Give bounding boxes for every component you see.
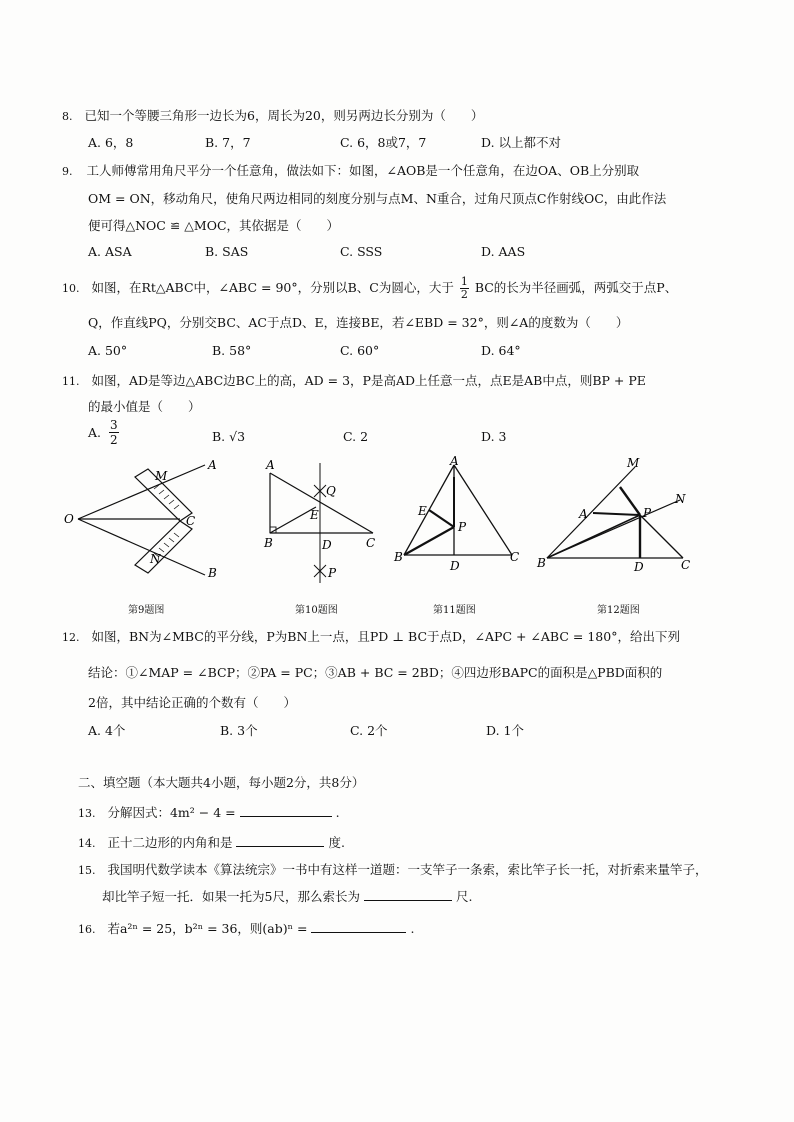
label-o: O [64,512,74,526]
answer-blank[interactable] [311,920,406,933]
question-number: 9. [62,165,73,178]
fraction [109,418,119,447]
fraction-denominator: 2 [110,433,118,447]
question-end: 度. [328,835,345,850]
label-c: C [366,536,376,550]
question-text: 如图，AD是等边△ABC边BC上的高，AD = 3，P是高AD上任意一点，点E是AB中点，则BP + PE [91,373,646,388]
label-b: B [394,550,403,564]
section-heading: 二、填空题（本大题共4小题，每小题2分，共8分） [78,775,365,790]
option-a [88,418,119,447]
label-m: M [155,469,168,483]
option-a-prefix: A. [88,425,102,440]
label-c: C [681,558,691,572]
label-a: A [266,458,275,472]
option-b: B. SAS [205,244,249,259]
label-d: D [634,560,644,574]
option-c: C. 6，8或7，7 [340,135,427,150]
question-text: 工人师傅常用角尺平分一个任意角，做法如下：如图，∠AOB是一个任意角，在边OA、OB上分别取 [86,163,640,178]
label-p: P [458,520,467,534]
answer-blank[interactable] [236,834,324,847]
question-number: 13. [78,807,96,820]
label-d: D [450,559,460,573]
question-text: 如图，在Rt△ABC中，∠ABC = 90°，分别以B、C为圆心，大于 [91,280,454,295]
option-a: A. 4个 [88,723,126,738]
question-text: 正十二边形的内角和是 [107,835,233,850]
question-number: 15. [78,864,96,877]
option-a: A. 50° [88,343,128,358]
option-d: D. 64° [481,343,521,358]
label-p: P [328,566,337,580]
question-text: 分解因式：4m² − 4 = [107,805,236,820]
option-c: C. 2 [343,429,369,444]
question-text: 若a²ⁿ = 25，b²ⁿ = 36，则(ab)ⁿ = [107,921,308,936]
figure-9 [60,455,230,595]
question-14 [78,833,345,851]
label-n: N [675,492,686,506]
label-a: A [208,458,217,472]
label-p: P [643,506,652,520]
option-d: D. AAS [481,244,526,259]
fraction-numerator: 1 [460,275,468,288]
option-a: A. 6，8 [88,135,134,150]
label-n: N [150,552,161,566]
question-number: 14. [78,837,96,850]
label-m: M [627,456,640,470]
figure-12 [535,455,700,585]
option-b: B. 58° [212,343,252,358]
caption-figure-11: 第11题图 [433,605,476,616]
fraction-numerator: 3 [110,418,118,432]
question-text: BC的长为半径画弧，两弧交于点P、 [474,280,678,295]
question-10 [62,276,677,301]
question-number: 16. [78,923,96,936]
label-c: C [510,550,520,564]
label-b: B [537,556,546,570]
label-d: D [322,538,332,552]
question-text-line: 2倍，其中结论正确的个数有（ ） [88,695,296,710]
question-number: 12. [62,631,80,644]
question-15-line-2 [102,887,472,905]
label-q: Q [326,484,336,498]
option-d: D. 3 [481,429,507,444]
label-a: A [579,507,588,521]
option-b: B. √3 [212,429,246,444]
question-number: 11. [62,375,80,388]
question-text-line: 的最小值是（ ） [88,399,201,414]
label-c: C [186,514,196,528]
question-text-line: Q，作直线PQ，分别交BC、AC于点D、E，连接BE，若∠EBD = 32°，则∠A的度数为（ ） [88,315,629,330]
question-number: 8. [62,110,73,123]
question-11 [62,371,646,389]
caption-figure-12: 第12题图 [597,605,640,616]
label-b: B [264,536,273,550]
question-end: 尺. [455,889,473,904]
question-text-line: 便可得△NOC ≌ △MOC，其依据是（ ） [88,218,340,233]
option-d: D. 以上都不对 [481,135,562,150]
question-end: . [410,921,415,936]
question-text: 我国明代数学读本《算法统宗》一书中有这样一道题：一支竿子一条索，索比竿子长一托，对折索来量竿子， [107,862,708,877]
answer-blank[interactable] [364,888,452,901]
question-8 [62,106,483,124]
option-c: C. SSS [340,244,383,259]
option-b: B. 3个 [220,723,258,738]
option-b: B. 7，7 [205,135,251,150]
question-text-line: OM = ON，移动角尺，使角尺两边相同的刻度分别与点M、N重合，过角尺顶点C作射线OC，由此作法 [88,191,667,206]
question-text: 已知一个等腰三角形一边长为6，周长为20，则另两边长分别为（ ） [84,108,484,123]
question-text: 如图，BN为∠MBC的平分线，P为BN上一点，且PD ⊥ BC于点D，∠APC + ∠ABC = 180°，给出下列 [91,629,680,644]
question-15 [78,860,708,878]
option-d: D. 1个 [486,723,524,738]
caption-figure-9: 第9题图 [128,605,165,616]
question-12 [62,627,680,645]
question-text-line: 却比竿子短一托．如果一托为5尺，那么索长为 [102,889,360,904]
label-a: A [450,454,459,468]
figure-11 [392,455,532,585]
option-a: A. ASA [88,244,132,259]
question-13 [78,803,340,821]
option-c: C. 60° [340,343,380,358]
question-16 [78,919,414,937]
question-number: 10. [62,282,80,295]
question-9 [62,161,639,179]
answer-blank[interactable] [240,804,332,817]
fraction [460,276,469,301]
caption-figure-10: 第10题图 [295,605,338,616]
question-end: . [335,805,340,820]
label-e: E [310,508,319,522]
label-e: E [418,504,427,518]
question-text-line: 结论：①∠MAP = ∠BCP；②PA = PC；③AB + BC = 2BD；④四边形BAPC的面积是△PBD面积的 [88,665,663,680]
option-c: C. 2个 [350,723,388,738]
fraction-denominator: 2 [460,288,468,301]
label-b: B [208,566,217,580]
figure-10 [258,455,388,595]
